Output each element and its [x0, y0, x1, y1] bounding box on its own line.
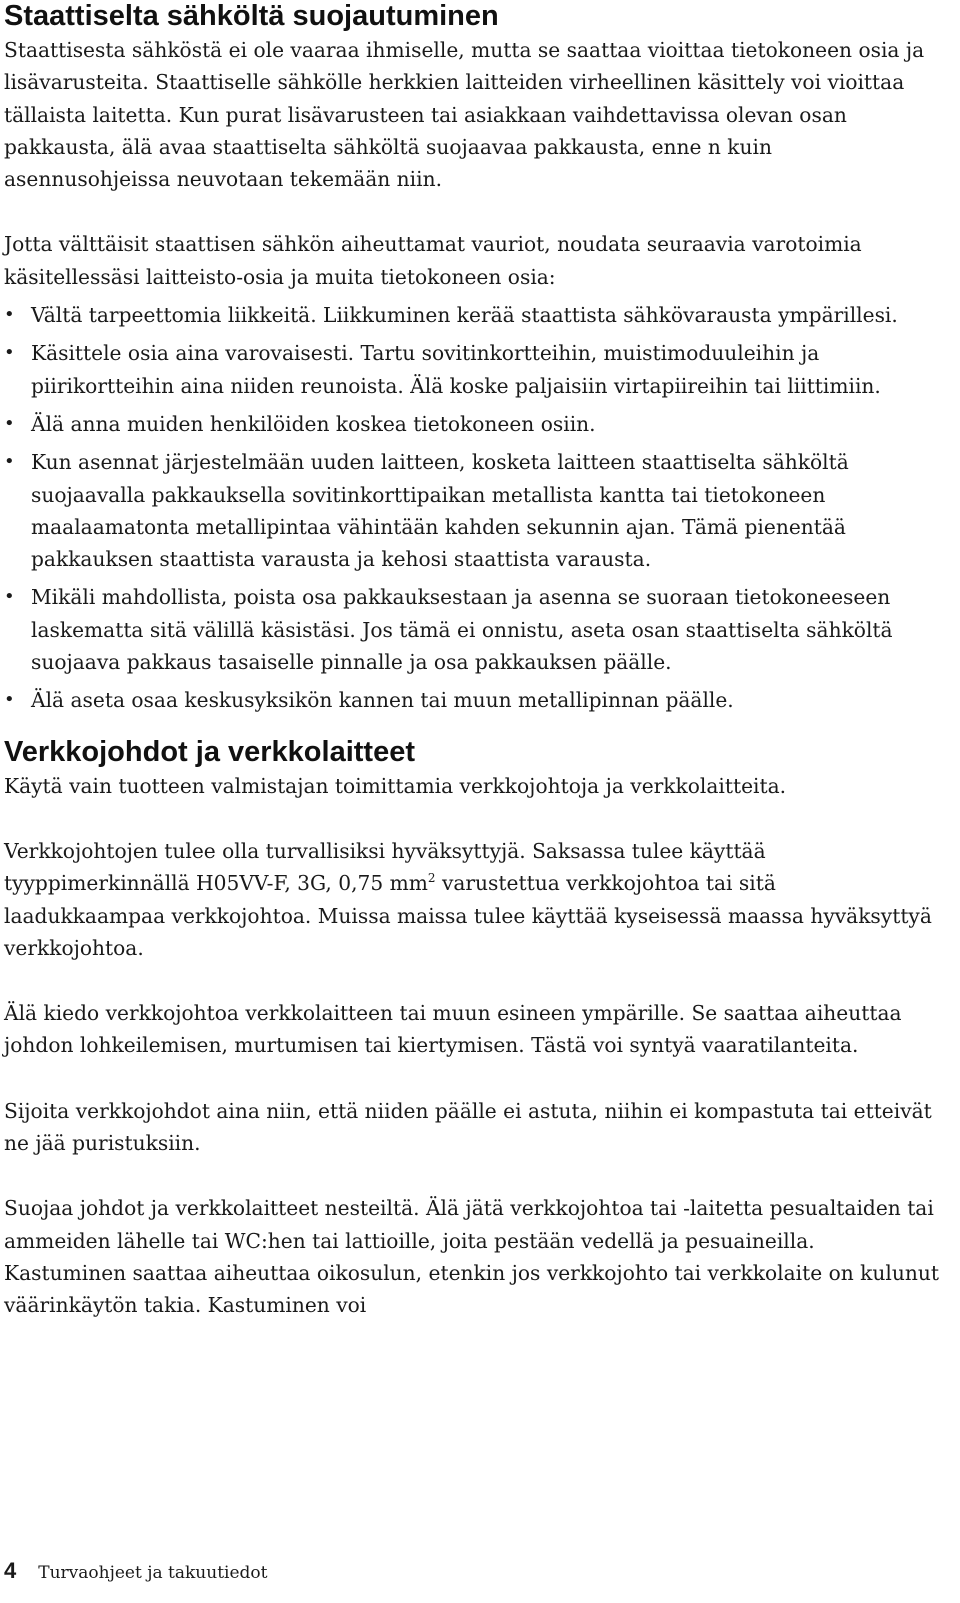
static-intro-paragraph: Staattisesta sähköstä ei ole vaaraa ihmiselle, mutta se saattaa vioittaa tietokoneen osia ja lisävarusteita. Staattiselle sähkölle herkkien laitteiden virheellinen käsittely voi vioittaa tällaista laitetta. Kun purat lisävarusteen tai asiakkaan vaihdettavissa olevan osan pakkausta, älä avaa staattiselta sähköltä suojaavaa pakkausta, enne n kuin asennusohjeissa neuvotaan tekemään niin. [4, 38, 925, 192]
list-item: • Käsittele osia aina varovaisesti. Tartu sovitinkortteihin, muistimoduuleihin ja piirikortteihin aina niiden reunoista. Älä koske paljaisiin virtapiireihin tai liittimiin. [4, 337, 940, 402]
cords-approval-paragraph [4, 835, 940, 964]
section-heading-static-electricity: Staattiselta sähköltä suojautuminen [4, 0, 499, 32]
list-item: • Vältä tarpeettomia liikkeitä. Liikkuminen kerää staattista sähkövarausta ympärillesi. [4, 299, 940, 331]
page-number: 4 [4, 1558, 17, 1583]
static-precautions-list [4, 299, 940, 717]
document-page [4, 0, 940, 1322]
cords-placement-paragraph: Sijoita verkkojohdot aina niin, että niiden päälle ei astuta, niihin ei kompastuta tai etteivät ne jää puristuksiin. [4, 1098, 932, 1156]
list-item: • Mikäli mahdollista, poista osa pakkauksestaan ja asenna se suoraan tietokoneeseen laskematta sitä välillä käsistäsi. Jos tämä ei onnistu, aseta osan staattiselta sähköltä suojaava pakkaus tasaiselle pinnalle ja osa pakkauksen päälle. [4, 581, 940, 678]
cords-intro-paragraph: Käytä vain tuotteen valmistajan toimittamia verkkojohtoja ja verkkolaitteita. [4, 773, 787, 798]
cords-approval-text: Verkkojohtojen tulee olla turvallisiksi hyväksyttyjä. Saksassa tulee käyttää tyyppimerkinnällä H05VV-F, 3G, 0,75 mm [4, 838, 766, 896]
cords-liquid-paragraph: Suojaa johdot ja verkkolaitteet nesteiltä. Älä jätä verkkojohtoa tai -laitetta pesualtaiden tai ammeiden lähelle tai WC:hen tai lattioille, joita pestään vedellä ja pesuaineilla. Kastuminen saattaa aiheuttaa oikosulun, etenkin jos verkkojohto tai verkkolaite on kulunut väärinkäytön takia. Kastuminen voi [4, 1196, 939, 1318]
static-precautions-paragraph: Jotta välttäisit staattisen sähkön aiheuttamat vauriot, noudata seuraavia varotoimia käsitellessäsi laitteisto-osia ja muita tietokoneen osia: [4, 232, 862, 289]
superscript-exponent: 2 [427, 871, 436, 886]
list-item: • Älä anna muiden henkilöiden koskea tietokoneen osiin. [4, 408, 940, 440]
list-item: • Kun asennat järjestelmään uuden laitteen, kosketa laitteen staattiselta sähköltä suojaavalla pakkauksella sovitinkorttipaikan metallista kantta tai tietokoneen maalaamatonta metallipintaa vähintään kahden sekunnin ajan. Tämä pienentää pakkauksen staattista varausta ja kehosi staattista varausta. [4, 446, 940, 575]
page-footer [4, 1558, 267, 1584]
cords-approval-text-cont: varustettua verkkojohtoa tai sitä laadukkaampaa verkkojohtoa. Muissa maissa tulee käyttää kyseisessä maassa hyväksyttyä verkkojohtoa. [4, 871, 932, 960]
cords-wrap-paragraph: Älä kiedo verkkojohtoa verkkolaitteen tai muun esineen ympärille. Se saattaa aiheuttaa johdon lohkeilemisen, murtumisen tai kiertymisen. Tästä voi syntyä vaaratilanteita. [4, 1001, 902, 1058]
list-item: • Älä aseta osaa keskusyksikön kannen tai muun metallipinnan päälle. [4, 684, 940, 716]
footer-book-title: Turvaohjeet ja takuutiedot [38, 1563, 268, 1583]
section-heading-power-cords: Verkkojohdot ja verkkolaitteet [4, 735, 415, 768]
